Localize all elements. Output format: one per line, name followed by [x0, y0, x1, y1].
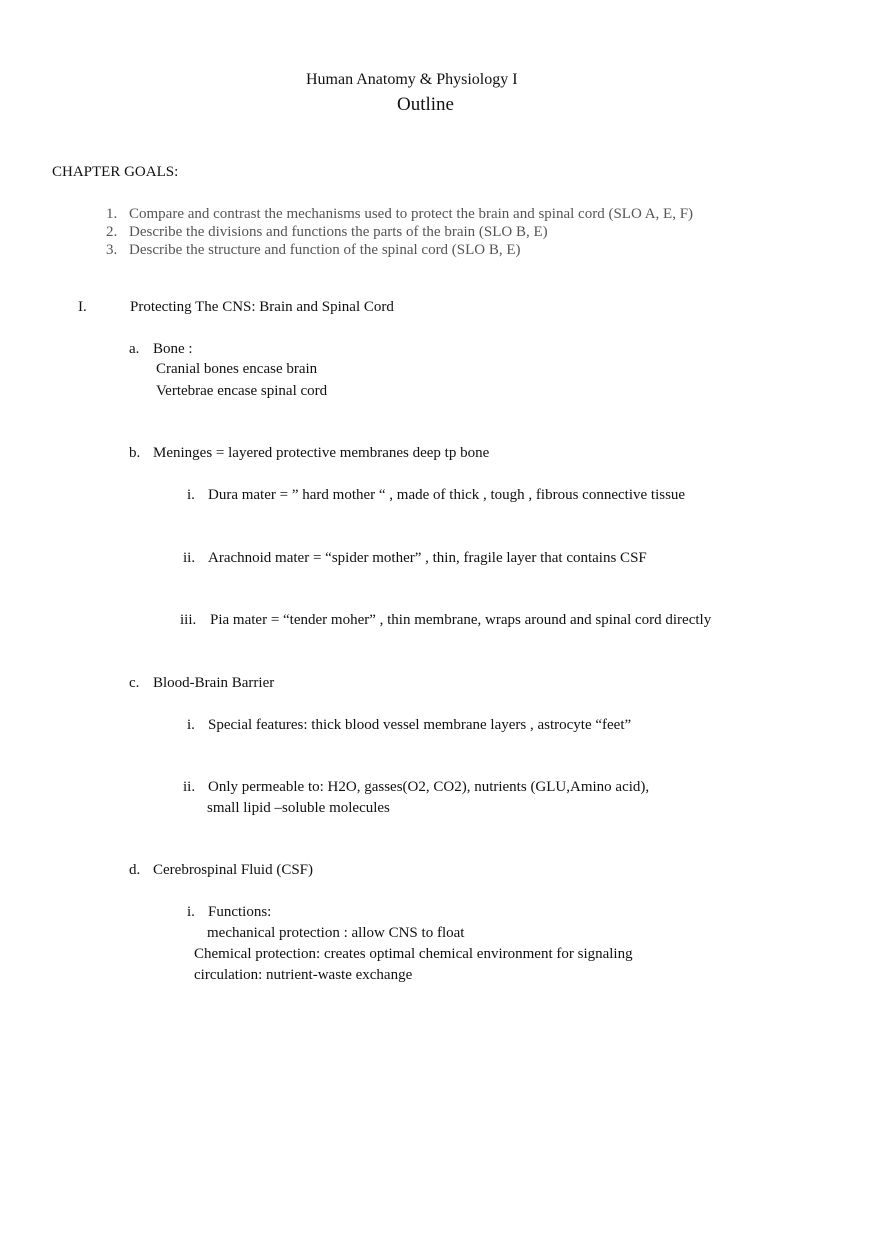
item-number: ii. [183, 550, 196, 566]
subsection-title: Meninges = layered protective membranes deep tp bone [153, 445, 490, 461]
outline-line: Cranial bones encase brain [156, 361, 318, 377]
item-text: Dura mater = ” hard mother “ , made of thick , tough , fibrous connective tissue [208, 487, 686, 503]
document-type-title: Outline [397, 94, 454, 115]
item-number: i. [187, 487, 195, 503]
outline-line: circulation: nutrient-waste exchange [194, 967, 413, 983]
subsection-label: d. [129, 862, 141, 878]
goal-text: Compare and contrast the mechanisms used to protect the brain and spinal cord (SLO A, E, F) [129, 206, 694, 222]
subsection-title: Blood-Brain Barrier [153, 675, 275, 691]
goal-number: 3. [106, 242, 118, 258]
item-number: ii. [183, 779, 196, 795]
section-title: Protecting The CNS: Brain and Spinal Cord [130, 299, 394, 315]
item-number: iii. [180, 612, 197, 628]
item-text: Pia mater = “tender moher” , thin membrane, wraps around and spinal cord directly [210, 612, 712, 628]
outline-line: Chemical protection: creates optimal chemical environment for signaling [194, 946, 633, 962]
outline-line: Vertebrae encase spinal cord [156, 383, 328, 399]
item-text: Arachnoid mater = “spider mother” , thin, fragile layer that contains CSF [208, 550, 647, 566]
item-text: Special features: thick blood vessel membrane layers , astrocyte “feet” [208, 717, 632, 733]
goal-text: Describe the divisions and functions the parts of the brain (SLO B, E) [129, 224, 548, 240]
item-text: Functions: [208, 904, 272, 920]
goal-number: 2. [106, 224, 118, 240]
item-number: i. [187, 904, 195, 920]
item-number: i. [187, 717, 195, 733]
subsection-label: c. [129, 675, 140, 691]
goal-text: Describe the structure and function of the spinal cord (SLO B, E) [129, 242, 521, 258]
subsection-title: Bone : [153, 341, 193, 357]
subsection-label: b. [129, 445, 141, 461]
goal-number: 1. [106, 206, 118, 222]
subsection-label: a. [129, 341, 140, 357]
subsection-title: Cerebrospinal Fluid (CSF) [153, 862, 313, 878]
course-title: Human Anatomy & Physiology I [306, 71, 518, 88]
chapter-goals-heading: CHAPTER GOALS: [52, 164, 179, 180]
item-text-continued: small lipid –soluble molecules [207, 800, 390, 816]
outline-line: mechanical protection : allow CNS to float [207, 925, 465, 941]
section-number: I. [78, 299, 87, 315]
item-text: Only permeable to: H2O, gasses(O2, CO2), nutrients (GLU,Amino acid), [208, 779, 650, 795]
